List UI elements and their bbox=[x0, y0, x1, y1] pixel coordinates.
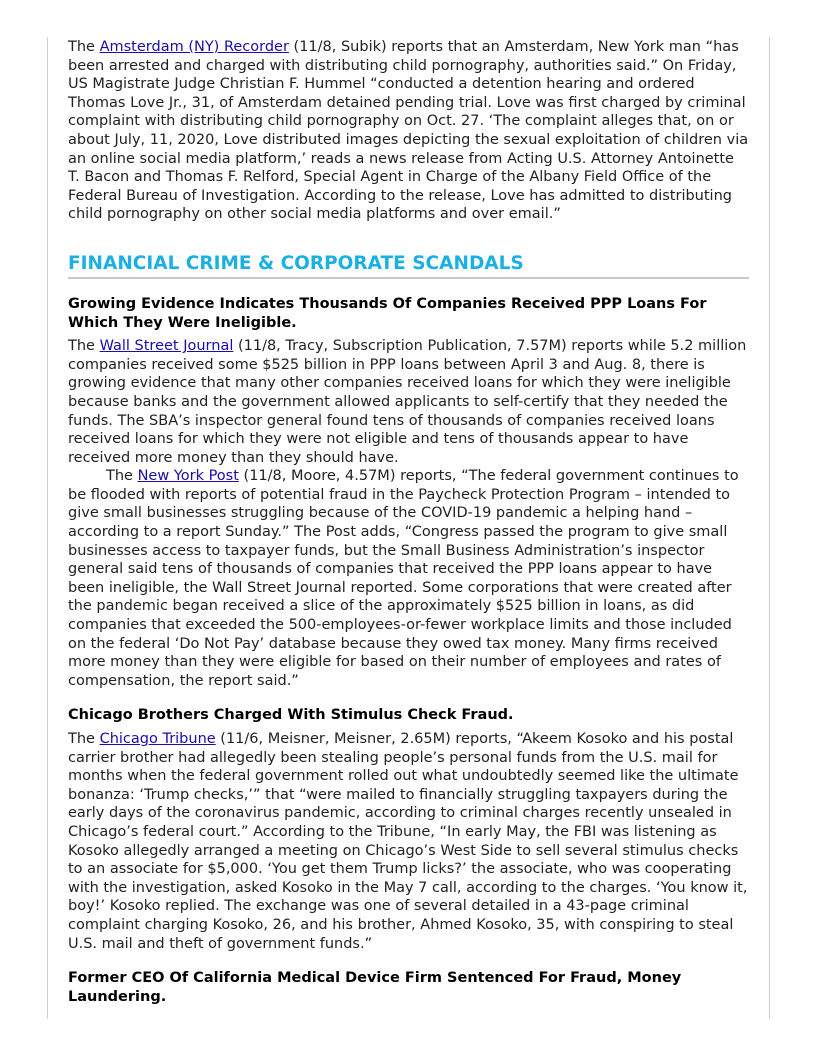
story-paragraph: The Chicago Tribune (11/6, Meisner, Meisner, 2.65M) reports, “Akeem Kosoko and his postal carrier brother had allegedly been stealing people’s personal funds from the U.S. mail for months when the federal government rolled out what undoubtedly seemed like the ultimate bonanza: ‘Trump checks,’” that “were mailed to financially struggling taxpayers during the early days of the coronavirus pandemic, according to criminal charges recently unsealed in Chicago’s federal court.” According to the Tribune, “In early May, the FBI was listening as Kosoko allegedly arranged a meeting on Chicago’s West Side to sell several stimulus checks to an associate for $5,000. ‘You get them Trump licks?’ the associate, who was cooperating with the investigation, asked Kosoko in the May 7 call, according to the charges. ‘You know it, boy!’ Kosoko replied. The exchange was one of several detailed in a 43-page criminal complaint charging Kosoko, 26, and his brother, Ahmed Kosoko, 35, with conspiring to steal U.S. mail and theft of government funds.” bbox=[68, 731, 748, 952]
story-paragraph: The New York Post (11/8, Moore, 4.57M) reports, “The federal government continues to be flooded with reports of potential fraud in the Paycheck Protection Program – intended to give small businesses struggling because of the COVID-19 pandemic a helping hand – according to a report Sunday.” The Post adds, “Congress passed the program to give small businesses access to taxpayer funds, but the Small Business Administration’s inspector general said tens of thousands of companies that received the PPP loans appear to have been ineligible, the Wall Street Journal reported. Some corporations that were created after the pandemic began received a slice of the approximately $525 billion in loans, as did companies that exceeded the 500-employees-or-fewer workplace limits and those included on the federal ‘Do Not Pay’ database because they owed tax money. Many firms received more money than they were eligible for based on their number of employees and rates of compensation, the report said.” bbox=[68, 468, 739, 689]
wall-street-journal-link[interactable]: Wall Street Journal bbox=[99, 338, 234, 355]
intro-article-paragraph: The Amsterdam (NY) Recorder (11/8, Subik) reports that an Amsterdam, New York man “has been arrested and charged with distributing child pornography, authorities said.” On Friday, US Magistrate Judge Christian F. Hummel “conducted a detention hearing and ordered Thomas Love Jr., 31, of Amsterdam detained pending trial. Love was first charged by criminal complaint with distributing child pornography on Oct. 27. ‘The complaint alleges that, on or about July, 11, 2020, Love distributed images depicting the sexual exploitation of children via an online social media platform,’ reads a news release from Acting U.S. Attorney Antoinette T. Bacon and Thomas F. Relford, Special Agent in Charge of the Albany Field Office of the Federal Bureau of Investigation. According to the release, Love has admitted to distributing child pornography on other social media platforms and over email.” bbox=[68, 39, 749, 223]
story-paragraph-text: (11/8, Moore, 4.57M) reports, “The federal government continues to be flooded with reports of potential fraud in the Paycheck Protection Program – intended to give small businesses struggling because of the COVID-19 pandemic a helping hand – according to a report Sunday.” The Post adds, “Congress passed the program to give small businesses access to taxpayer funds, but the Small Business Administration’s inspector general said tens of thousands of companies that received the PPP loans appear to have been ineligible, the Wall Street Journal reported. Some corporations that were created after the pandemic began received a slice of the approximately $525 billion in loans, as did companies that exceeded the 500-employees-or-fewer workplace limits and those included on the federal ‘Do Not Pay’ database because they owed tax money. Many firms received more money than they were eligible for based on their number of employees and rates of compensation, the report said.” bbox=[68, 468, 739, 689]
story-paragraph-text: (11/6, Meisner, Meisner, 2.65M) reports, “Akeem Kosoko and his postal carrier brother had allegedly been stealing people’s personal funds from the U.S. mail for months when the federal government rolled out what undoubtedly seemed like the ultimate bonanza: ‘Trump checks,’” that “were mailed to financially struggling taxpayers during the early days of the coronavirus pandemic, according to criminal charges recently unsealed in Chicago’s federal court.” According to the Tribune, “In early May, the FBI was listening as Kosoko allegedly arranged a meeting on Chicago’s West Side to sell several stimulus checks to an associate for $5,000. ‘You get them Trump licks?’ the associate, who was cooperating with the investigation, asked Kosoko in the May 7 call, according to the charges. ‘You know it, boy!’ Kosoko replied. The exchange was one of several detailed in a 43-page criminal complaint charging Kosoko, 26, and his brother, Ahmed Kosoko, 35, with conspiring to steal U.S. mail and theft of government funds.” bbox=[68, 731, 748, 952]
amsterdam-recorder-link[interactable]: Amsterdam (NY) Recorder bbox=[99, 39, 289, 55]
story-paragraph-text: (11/8, Tracy, Subscription Publication, 7.57M) reports while 5.2 million companies received some $525 billion in PPP loans between April 3 and Aug. 8, there is growing evidence that many other companies received loans for which they were ineligible because banks and the government allowed applicants to self-certify that they needed the funds. The SBA’s inspector general found tens of thousands of companies received loans received loans for which they were not eligible and tens of thousands appear to have received more money than they should have. bbox=[68, 338, 747, 466]
newsletter-body bbox=[68, 38, 749, 1011]
story-title: Growing Evidence Indicates Thousands Of Companies Received PPP Loans For Which They Were Ineligible. bbox=[68, 295, 707, 331]
story-title: Former CEO Of California Medical Device Firm Sentenced For Fraud, Money Laundering. bbox=[68, 970, 682, 1005]
chicago-tribune-link[interactable]: Chicago Tribune bbox=[99, 731, 216, 747]
story-title: Chicago Brothers Charged With Stimulus Check Fraud. bbox=[68, 707, 514, 724]
story-paragraph: The Wall Street Journal (11/8, Tracy, Subscription Publication, 7.57M) reports while 5.2 million companies received some $525 billion in PPP loans between April 3 and Aug. 8, there is growing evidence that many other companies received loans for which they were ineligible because banks and the government allowed applicants to self-certify that they needed the funds. The SBA’s inspector general found tens of thousands of companies received loans received loans for which they were not eligible and tens of thousands appear to have received more money than they should have. bbox=[68, 338, 747, 466]
story-ppp-loans bbox=[68, 295, 749, 690]
story-medical-device-ceo bbox=[68, 969, 749, 1006]
story-chicago-brothers bbox=[68, 706, 749, 953]
intro-article-text: (11/8, Subik) reports that an Amsterdam, New York man “has been arrested and charged with distributing child pornography, authorities said.” On Friday, US Magistrate Judge Christian F. Hummel “conducted a detention hearing and ordered Thomas Love Jr., 31, of Amsterdam detained pending trial. Love was first charged by criminal complaint with distributing child pornography on Oct. 27. ‘The complaint alleges that, on or about July, 11, 2020, Love distributed images depicting the sexual exploitation of children via an online social media platform,’ reads a news release from Acting U.S. Attorney Antoinette T. Bacon and Thomas F. Relford, Special Agent in Charge of the Albany Field Office of the Federal Bureau of Investigation. According to the release, Love has admitted to distributing child pornography on other social media platforms and over email.” bbox=[68, 39, 749, 223]
new-york-post-link[interactable]: New York Post bbox=[137, 468, 239, 485]
section-heading: FINANCIAL CRIME & CORPORATE SCANDALS bbox=[68, 252, 749, 279]
